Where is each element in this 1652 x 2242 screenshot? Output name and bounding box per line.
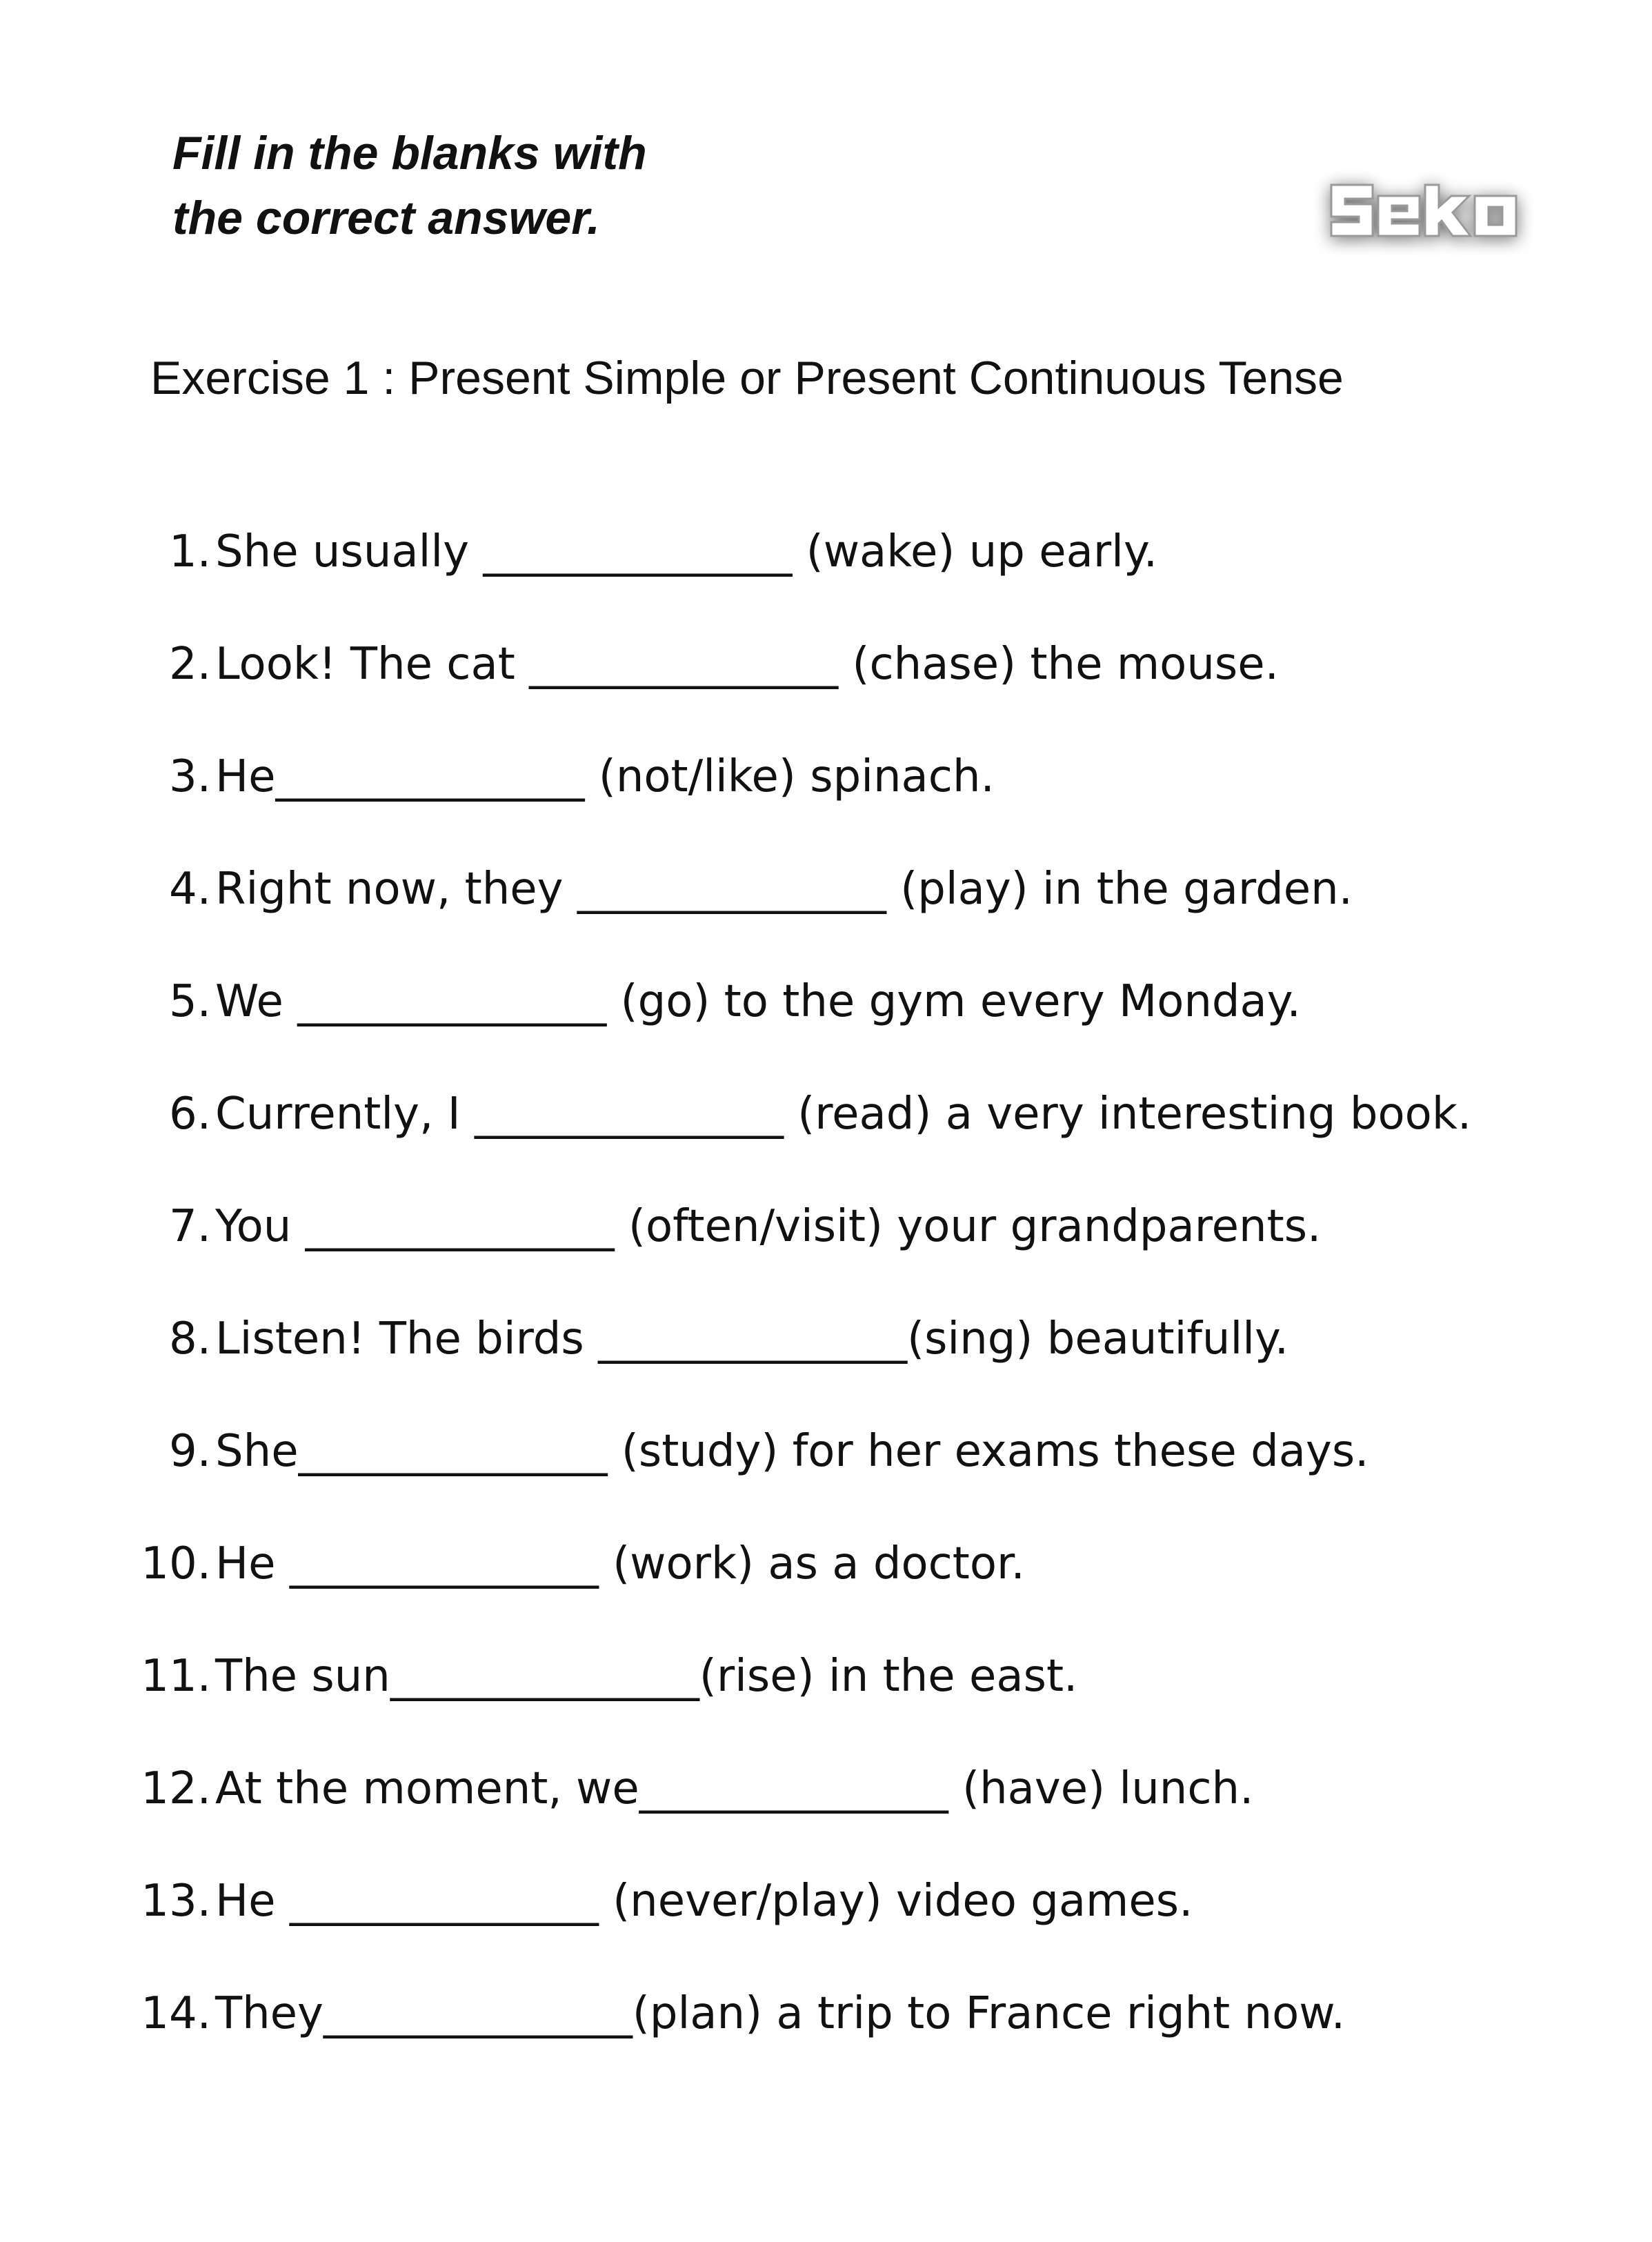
item-text: Right now, they ______________ (play) in the garden. bbox=[215, 864, 1353, 915]
instruction-line-2: the correct answer. bbox=[172, 192, 600, 244]
instructions bbox=[172, 121, 647, 250]
item-number: 6. bbox=[168, 1089, 211, 1140]
item-text: Currently, I ______________ (read) a very interesting book. bbox=[215, 1089, 1472, 1140]
item-text: You ______________ (often/visit) your grandparents. bbox=[215, 1201, 1322, 1252]
item-number: 5. bbox=[168, 976, 211, 1027]
seko-logo bbox=[1311, 166, 1538, 255]
item-text: She usually ______________ (wake) up early. bbox=[215, 526, 1158, 577]
instruction-line-1: Fill in the blanks with bbox=[172, 127, 647, 179]
item-number: 1. bbox=[168, 526, 211, 577]
item-number: 10. bbox=[141, 1538, 211, 1589]
item-text: The sun______________(rise) in the east. bbox=[215, 1651, 1078, 1702]
item-text: He______________ (not/like) spinach. bbox=[215, 751, 995, 802]
item-text: At the moment, we______________ (have) lunch. bbox=[215, 1763, 1254, 1814]
seko-logo-image bbox=[1311, 166, 1538, 255]
item-number: 8. bbox=[168, 1313, 211, 1365]
item-text: He ______________ (work) as a doctor. bbox=[215, 1538, 1025, 1589]
item-number: 12. bbox=[141, 1763, 211, 1814]
item-number: 4. bbox=[168, 864, 211, 915]
item-text: She______________ (study) for her exams these days. bbox=[215, 1426, 1369, 1477]
item-number: 9. bbox=[168, 1426, 211, 1477]
exercise-title: Exercise 1 : Present Simple or Present Continuous Tense bbox=[150, 352, 1344, 404]
item-text: They______________(plan) a trip to France right now. bbox=[215, 1988, 1346, 2039]
item-number: 11. bbox=[141, 1651, 211, 1702]
item-text: Look! The cat ______________ (chase) the mouse. bbox=[215, 639, 1279, 690]
item-number: 2. bbox=[168, 639, 211, 690]
item-number: 3. bbox=[168, 751, 211, 802]
item-text: We ______________ (go) to the gym every Monday. bbox=[215, 976, 1301, 1027]
item-text: He ______________ (never/play) video games. bbox=[215, 1876, 1193, 1927]
item-number: 14. bbox=[141, 1988, 211, 2039]
item-number: 7. bbox=[168, 1201, 211, 1252]
item-text: Listen! The birds ______________(sing) beautifully. bbox=[215, 1313, 1289, 1365]
item-number: 13. bbox=[141, 1876, 211, 1927]
